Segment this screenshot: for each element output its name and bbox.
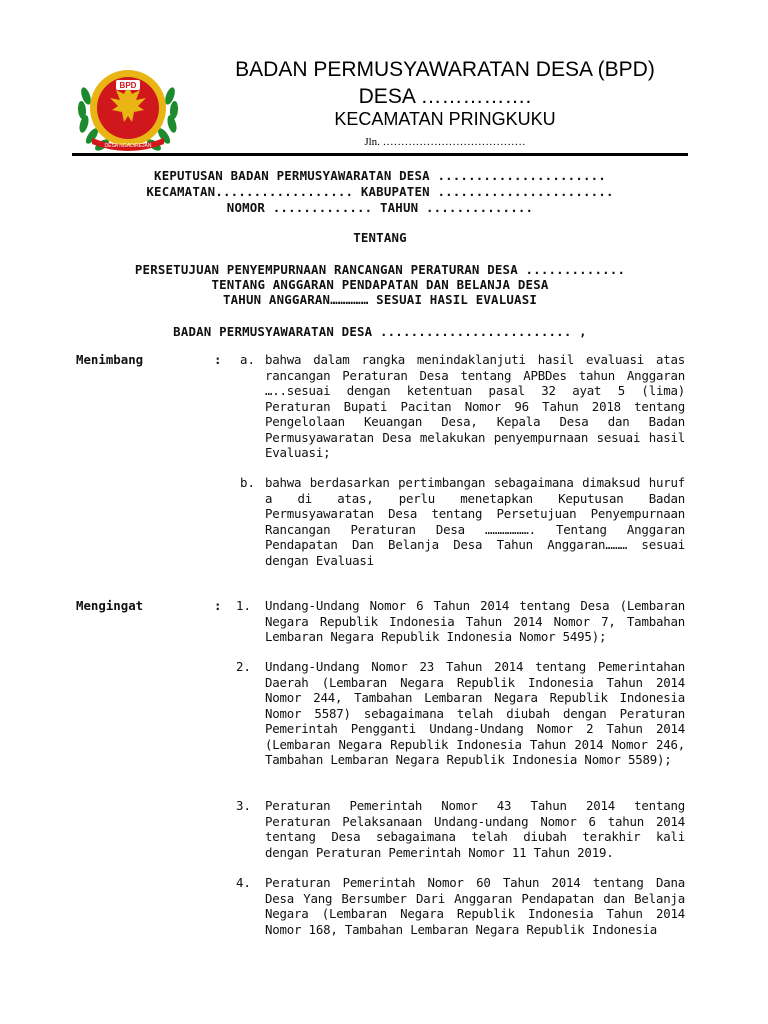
letterhead-rule xyxy=(72,153,688,156)
subject-line-3: TAHUN ANGGARAN…………… SESUAI HASIL EVALUASI xyxy=(222,292,538,307)
decree-title-1: KEPUTUSAN BADAN PERMUSYAWARATAN DESA ...................... xyxy=(154,168,606,183)
mengingat-item-4: Peraturan Pemerintah Nomor 60 Tahun 2014 tentang Dana Desa Yang Bersumber Dari Anggaran Pendapatan dan Belanja Negara (Lembaran Negara Republik Indonesia Tahun 2014 Nomor 168, Tambahan Lembaran Negara Republik Indonesia xyxy=(265,875,685,937)
mengingat-marker-3: 3. xyxy=(236,798,251,813)
logo-text-top: BPD xyxy=(119,81,137,90)
mengingat-marker-1: 1. xyxy=(236,598,251,613)
subject-line-1: PERSETUJUAN PENYEMPURNAAN RANCANGAN PERATURAN DESA ............. xyxy=(134,262,626,277)
letterhead xyxy=(0,0,768,160)
letterhead-district: KECAMATAN PRINGKUKU xyxy=(334,109,556,129)
letterhead-village: DESA ……………. xyxy=(358,85,532,108)
body-heading: BADAN PERMUSYAWARATAN DESA ......................... , xyxy=(173,324,587,339)
tentang-heading: TENTANG xyxy=(353,230,407,245)
mengingat-item-3: Peraturan Pemerintah Nomor 43 Tahun 2014 tentang Peraturan Pelaksanaan Undang-undang Nomor 6 tahun 2014 tentang Desa sebagaimana telah diubah terakhir kali dengan Peraturan Pemerintah Nomor 11 Tahun 2019. xyxy=(265,798,685,860)
letterhead-address: Jln. ………………………………… xyxy=(364,136,526,148)
menimbang-item-a: bahwa dalam rangka menindaklanjuti hasil evaluasi atas rancangan Peraturan Desa tentang APBDes tahun Anggaran …..sesuai dengan ketentuan pasal 32 ayat 5 (lima) Peraturan Bupati Pacitan Nomor 96 Tahun 2018 tentang Pengelolaan Keuangan Desa, Kepala Desa dan Badan Permusyawaratan Desa melakukan penyempurnaan sesuai hasil Evaluasi; xyxy=(265,352,685,460)
subject-line-2: TENTANG ANGGARAN PENDAPATAN DAN BELANJA DESA xyxy=(211,277,549,292)
mengingat-item-2: Undang-Undang Nomor 23 Tahun 2014 tentang Pemerintahan Daerah (Lembaran Negara Republik Indonesia Tahun 2014 Nomor 244, Tambahan Lembaran Negara Republik Indonesia Nomor 5587) sebagaimana telah diubah dengan Peraturan Pemerintah Pengganti Undang-Undang Nomor 2 Tahun 2014 (Lembaran Negara Republik Indonesia Tahun 2014 Nomor 246, Tambahan Lembaran Negara Republik Indonesia Nomor 5589); xyxy=(265,659,685,767)
menimbang-item-b: bahwa berdasarkan pertimbangan sebagaimana dimaksud huruf a di atas, perlu menetapkan Keputusan Badan Permusyawaratan Desa tentang Persetujuan Penyempurnaan Rancangan Peraturan Desa ………………. Tentang Anggaran Pendapatan Dan Belanja Desa Tahun Anggaran……… sesuai dengan Evaluasi xyxy=(265,475,685,568)
mengingat-item-1: Undang-Undang Nomor 6 Tahun 2014 tentang Desa (Lembaran Negara Republik Indonesia Tahun 2014 Nomor 7, Tambahan Lembaran Negara Republik Indonesia Nomor 5495); xyxy=(265,598,685,644)
menimbang-marker-b: b. xyxy=(240,475,255,490)
menimbang-colon: : xyxy=(214,352,222,367)
decree-title-2: KECAMATAN.................. KABUPATEN ....................... xyxy=(146,184,614,199)
mengingat-marker-2: 2. xyxy=(236,659,251,674)
menimbang-label: Menimbang xyxy=(76,352,144,367)
mengingat-colon: : xyxy=(214,598,222,613)
mengingat-marker-4: 4. xyxy=(236,875,251,890)
decree-title-3: NOMOR ............. TAHUN .............. xyxy=(226,200,534,215)
logo-text-bottom: DESA NGADIREJAN xyxy=(104,143,152,149)
bpd-logo xyxy=(72,58,184,158)
mengingat-label: Mengingat xyxy=(76,598,144,613)
letterhead-org-name: BADAN PERMUSYAWARATAN DESA (BPD) xyxy=(235,58,655,81)
menimbang-marker-a: a. xyxy=(240,352,255,367)
